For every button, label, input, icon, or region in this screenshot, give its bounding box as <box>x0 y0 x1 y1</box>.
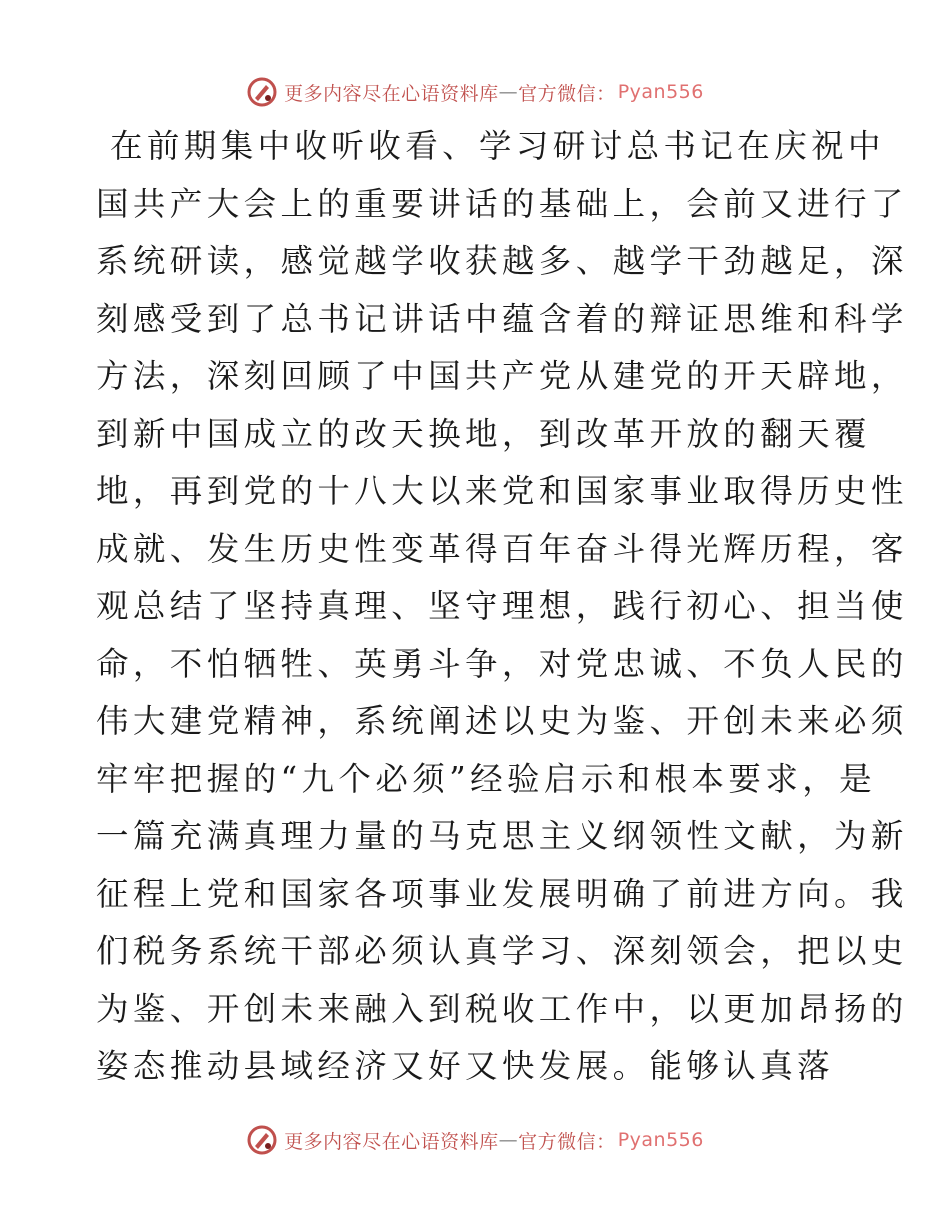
watermark-handle: Pyan556 <box>617 81 704 103</box>
text-line: 成就、发生历史性变革得百年奋斗得光辉历程，客 <box>96 529 908 568</box>
text-line: 系统研读，感觉越学收获越多、越学干劲越足，深 <box>96 242 908 280</box>
text-line: 姿态推动县域经济又好又快发展。能够认真落 <box>96 1047 835 1085</box>
watermark-dash: — <box>498 81 519 103</box>
document-body <box>96 118 908 1096</box>
text-line: 牢牢把握的“九个必须”经验启示和根本要求，是 <box>96 759 877 798</box>
watermark-text: 更多内容尽在心语资料库 <box>284 82 499 105</box>
text-line: 们税务系统干部必须认真学习、深刻领会，把以史 <box>96 932 908 970</box>
text-line: 在前期集中收听收看、学习研讨总书记在庆祝中 <box>110 127 885 165</box>
text-line: 命，不怕牺牲、英勇斗争，对党忠诚、不负人民的 <box>96 644 908 683</box>
brand-logo-icon <box>246 76 278 108</box>
watermark-wechat-label: 官方微信： <box>518 1130 616 1153</box>
text-line: 国共产大会上的重要讲话的基础上，会前又进行了 <box>96 184 908 223</box>
watermark-handle: Pyan556 <box>617 1129 704 1151</box>
text-line: 一篇充满真理力量的马克思主义纲领性文献，为新 <box>96 817 908 855</box>
text-line: 到新中国成立的改天换地，到改革开放的翻天覆 <box>96 414 871 453</box>
text-line: 观总结了坚持真理、坚守理想，践行初心、担当使 <box>96 587 908 625</box>
brand-logo-icon <box>246 1124 278 1156</box>
header-watermark <box>0 72 950 112</box>
text-line: 征程上党和国家各项事业发展明确了前进方向。我 <box>96 874 908 913</box>
text-line: 为鉴、开创未来融入到税收工作中，以更加昂扬的 <box>96 989 908 1028</box>
watermark-text: 更多内容尽在心语资料库 <box>284 1130 499 1153</box>
text-line: 地，再到党的十八大以来党和国家事业取得历史性 <box>96 472 908 510</box>
text-line: 刻感受到了总书记讲话中蕴含着的辩证思维和科学 <box>96 299 908 338</box>
watermark-wechat-label: 官方微信： <box>518 82 616 105</box>
watermark-dash: — <box>498 1129 519 1151</box>
footer-watermark <box>0 1120 950 1160</box>
text-line: 方法，深刻回顾了中国共产党从建党的开天辟地， <box>96 357 908 395</box>
text-line: 伟大建党精神，系统阐述以史为鉴、开创未来必须 <box>96 702 908 740</box>
